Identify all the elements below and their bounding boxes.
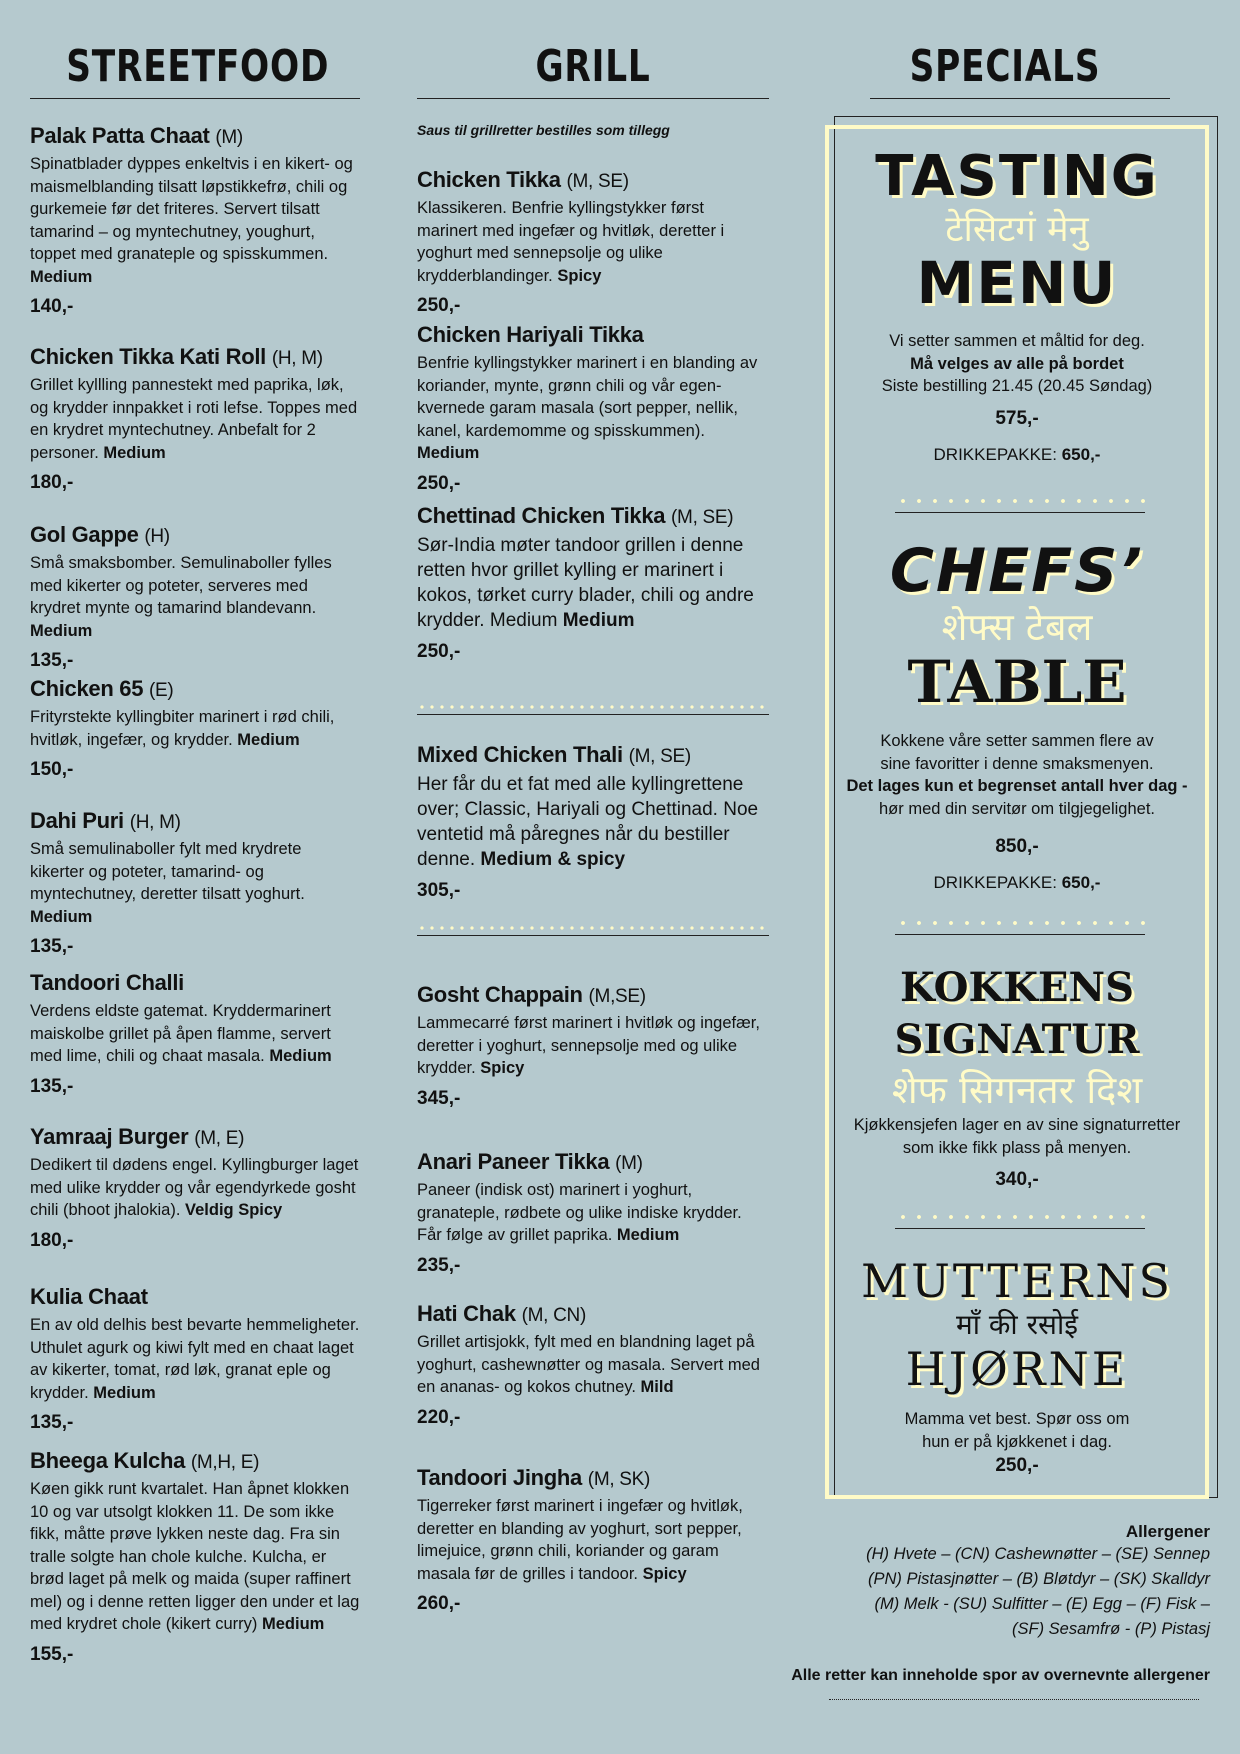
item-price: 260,- (417, 1593, 461, 1614)
grill-title-rule (417, 98, 769, 99)
item-description (30, 374, 360, 464)
item-name (417, 1148, 769, 1178)
item-title: Tandoori Challi (30, 970, 184, 995)
item-allergens: (M, SE) (671, 507, 734, 528)
item-desc-text: Små semulinaboller fylt med krydrete kikerter og poteter, tamarind- og myntechutney, deretter tilsatt yoghurt. (30, 840, 305, 903)
item-description (30, 1000, 360, 1068)
item-heat-level: Spicy (480, 1059, 525, 1077)
item-allergens: (M, SK) (587, 1469, 651, 1490)
item-description (30, 1154, 360, 1222)
allergen-title: Allergener (1125, 1522, 1210, 1541)
item-price: 305,- (417, 880, 461, 901)
item-title: Palak Patta Chaat (30, 123, 210, 148)
item-desc-text: Dedikert til dødens engel. Kyllingburger laget med ulike krydder og vår egendyrkede gosht chili (bhoot jhalokia). (30, 1156, 359, 1219)
grill-dotted-divider (417, 704, 769, 715)
item-heat-level: Medium (616, 1226, 680, 1244)
item-desc-text: Køen gikk runt kvartalet. Han åpnet klokken 10 og var utsolgt klokken 11. De som ikke fikk, måtte prøve lykken neste dag. Fra sin tralle solgte han chole kulche. Kulcha, er brød laget på melk og maida (super raffinert mel) og i denne retten ligger den under et lag med krydret chole (kikert curry) (30, 1480, 360, 1633)
menu-item (30, 675, 360, 781)
item-heat-level: Medium (417, 444, 480, 462)
item-name (30, 521, 360, 551)
item-title: Tandoori Jingha (417, 1465, 582, 1490)
tasting-title: TASTING (875, 144, 1159, 209)
item-allergens: (H) (144, 526, 170, 547)
item-heat-level: Medium & spicy (480, 849, 626, 870)
allergen-line: (SF) Sesamfrø - (P) Pistasj (1011, 1620, 1210, 1638)
tasting-menu (825, 146, 1209, 466)
item-desc-text: Benfrie kyllingstykker marinert i en blanding av koriander, mynte, grønn chili og vår egen-kvernede garam masala (sort pepper, nellik, kanel, kardemomme og spisskummen). (417, 354, 758, 440)
item-heat-level: Spicy (642, 1564, 687, 1583)
item-description (417, 772, 769, 872)
item-heat-level: Veldig Spicy (185, 1201, 283, 1219)
item-desc-text: Grillet kyllling pannestekt med paprika, løk, og krydder innpakket i roti lefse. Toppes med en krydret myntechutney. Anbefalt for 2 personer. (30, 376, 358, 462)
specials-title-rule (870, 98, 1170, 99)
chefs-drink-package (825, 872, 1209, 895)
item-price: 135,- (30, 1075, 74, 1097)
drink-price: 650,- (1061, 873, 1101, 892)
item-allergens: (M,SE) (588, 986, 646, 1007)
specials-dotted-divider (895, 920, 1145, 935)
mutterns-title-hjorne: HJØRNE (905, 1342, 1129, 1396)
chefs-hindi: शेफ्स टेबल (941, 605, 1093, 649)
tasting-line: Må velges av alle på bordet (910, 354, 1124, 373)
item-description (30, 153, 360, 288)
signatur-title: SIGNATUR (894, 1016, 1140, 1063)
tasting-drink-package (825, 444, 1209, 467)
item-title: Chicken Hariyali Tikka (417, 322, 644, 347)
menu-item (417, 502, 769, 663)
specials-dotted-divider (895, 1214, 1145, 1229)
item-name (30, 675, 360, 705)
grill-column (417, 0, 769, 1614)
menu-item (417, 321, 769, 495)
item-desc-text: Små smaksbomber. Semulinaboller fylles med kikerter og poteter, serveres med krydret mynte og tamarind blandevann. (30, 554, 332, 617)
allergen-line: (H) Hvete – (CN) Cashewnøtter – (SE) Sennep (866, 1545, 1210, 1563)
mutterns-line: Mamma vet best. Spør oss om (904, 1410, 1130, 1428)
item-desc-text: Lammecarré først marinert i hvitløk og ingefær, deretter i yoghurt, sennepsolje med og ulike krydder. (417, 1014, 760, 1077)
item-desc-text: En av old delhis best bevarte hemmeligheter. Uthulet agurk og kiwi fylt med en chaat laget av kikerter, tomat, rød løk, granat eple og krydder. (30, 1316, 360, 1402)
signatur-price: 340,- (995, 1169, 1039, 1190)
menu-item (30, 1123, 360, 1252)
item-heat-level: Medium (30, 907, 93, 926)
chefs-title-table: TABLE (907, 648, 1127, 716)
item-description (417, 1495, 769, 1585)
item-desc-text: Sør-India møter tandoor grillen i denne retten hvor grillet kylling er marinert i kokos, tørket curry blader, chili og andre krydder. Medium (417, 535, 754, 631)
item-description (417, 1331, 769, 1399)
tasting-line: Vi setter sammen et måltid for deg. (889, 332, 1145, 350)
item-price: 155,- (30, 1643, 74, 1665)
item-heat-level: Medium (103, 443, 166, 462)
kokkens-signatur (825, 962, 1209, 1191)
item-desc-text: Frityrstekte kyllingbiter marinert i rød chili, hvitløk, ingefær, og krydder. (30, 708, 335, 749)
item-name (30, 343, 360, 373)
item-desc-text: Paneer (indisk ost) marinert i yoghurt, granateple, rødbete og ulike indiske krydder. Får følge av grillet paprika. (417, 1181, 742, 1244)
item-heat-level: Medium (237, 730, 300, 749)
tasting-hindi: टेसिटगं मेनु (945, 209, 1089, 250)
item-price: 180,- (30, 1229, 74, 1251)
signatur-line: Kjøkkensjefen lager en av sine signaturretter (853, 1116, 1181, 1134)
item-price: 180,- (30, 472, 74, 493)
drink-label: DRIKKEPAKKE: (933, 444, 1057, 464)
item-desc-text: Her får du et fat med alle kyllingrettene over; Classic, Hariyali og Chettinad. Noe ventetid må påregnes når du bestiller denne. (417, 774, 759, 870)
item-title: Bheega Kulcha (30, 1448, 186, 1473)
streetfood-title-rule (30, 98, 360, 99)
item-description (417, 1012, 769, 1080)
item-allergens: (H, M) (129, 812, 181, 833)
item-title: Gol Gappe (30, 522, 139, 547)
item-price: 235,- (417, 1254, 461, 1276)
mutterns-title: MUTTERNS (860, 1254, 1174, 1308)
signatur-line: som ikke fikk plass på menyen. (902, 1138, 1132, 1157)
item-allergens: (M, CN) (521, 1305, 586, 1326)
item-description (417, 197, 769, 287)
chefs-title: CHEFS’ (889, 536, 1145, 606)
item-heat-level: Medium (562, 610, 635, 631)
grill-title: GRILL (535, 41, 651, 92)
item-title: Chicken Tikka (417, 167, 561, 192)
item-title: Chicken 65 (30, 676, 144, 701)
item-heat-level: Medium (269, 1047, 332, 1065)
item-name (30, 969, 360, 999)
mutterns-hindi: माँ की रसोई (956, 1308, 1078, 1341)
item-allergens: (M) (215, 127, 243, 148)
item-name (417, 741, 769, 771)
allergen-footer-dots (829, 1699, 1199, 1700)
item-allergens: (M) (615, 1153, 643, 1174)
item-description (30, 838, 360, 928)
item-name (30, 1123, 360, 1153)
menu-item (30, 969, 360, 1098)
streetfood-column (30, 0, 360, 1665)
mutterns-hjorne (825, 1254, 1209, 1477)
item-name (30, 1447, 360, 1477)
grill-dotted-divider (417, 925, 769, 936)
tasting-price: 575,- (995, 407, 1039, 429)
item-title: Chicken Tikka Kati Roll (30, 344, 266, 369)
item-price: 250,- (417, 641, 461, 662)
allergen-line: (M) Melk - (SU) Sulfitter – (E) Egg – (F) Fisk – (874, 1595, 1210, 1613)
specials-dotted-divider (895, 498, 1145, 513)
menu-item (417, 166, 769, 317)
item-price: 250,- (417, 472, 461, 494)
menu-item (30, 122, 360, 318)
item-title: Anari Paneer Tikka (417, 1149, 610, 1174)
chefs-line: hør med din servitør om tilgjegelighet. (878, 799, 1156, 818)
item-desc-text: Klassikeren. Benfrie kyllingstykker først marinert med ingefær og hvitløk, deretter i yoghurt med sennepsolje og ulike krydderblandinger. (417, 199, 725, 285)
mutterns-line: hun er på kjøkkenet i dag. (922, 1432, 1112, 1451)
item-heat-level: Spicy (557, 266, 602, 285)
item-allergens: (M, SE) (628, 746, 691, 767)
item-heat-level: Medium (261, 1615, 325, 1633)
item-allergens: (M, SE) (566, 171, 629, 192)
item-allergens: (E) (148, 680, 174, 701)
menu-item (417, 981, 769, 1110)
item-description (30, 1478, 360, 1636)
item-price: 150,- (30, 759, 74, 780)
item-desc-text: Spinatblader dyppes enkeltvis i en kikert- og maismelblanding tilsatt løpstikkefrø, chili og gurkemeie før det friteres. Servert tilsatt tamarind – og myntechutney, youghurt, toppet med granateple og spisskummen. (30, 155, 353, 263)
item-price: 345,- (417, 1087, 461, 1109)
item-desc-text: Grillet artisjokk, fylt med en blandning laget på yoghurt, cashewnøtter og masala. Servert med en ananas- og kokos chutney. (417, 1333, 760, 1396)
item-name (30, 807, 360, 837)
item-price: 140,- (30, 296, 74, 317)
specials-column (791, 0, 1215, 1684)
signatur-title: KOKKENS (899, 964, 1134, 1011)
drink-label: DRIKKEPAKKE: (933, 873, 1057, 892)
tasting-line: Siste bestilling 21.45 (20.45 Søndag) (881, 377, 1153, 395)
item-price: 250,- (417, 295, 461, 316)
item-name (30, 1283, 360, 1313)
menu-item (417, 1464, 769, 1615)
tasting-title-menu: MENU (916, 249, 1118, 317)
allergen-footer: Alle retter kan inneholde spor av overnevnte allergener (791, 1667, 1210, 1684)
item-title: Yamraaj Burger (30, 1124, 189, 1149)
item-title: Chettinad Chicken Tikka (417, 503, 666, 528)
allergen-line: (PN) Pistasjnøtter – (B) Bløtdyr – (SK) Skalldyr (868, 1570, 1210, 1588)
item-heat-level: Medium (30, 267, 93, 286)
item-name (417, 321, 769, 351)
item-title: Dahi Puri (30, 808, 124, 833)
item-title: Hati Chak (417, 1301, 516, 1326)
grill-sauce-note: Saus til grillretter bestilles som tillegg (417, 122, 670, 138)
item-name (417, 1464, 769, 1494)
menu-item (30, 521, 360, 672)
item-name (30, 122, 360, 152)
specials-title: SPECIALS (909, 41, 1101, 92)
chefs-line: Kokkene våre setter sammen flere av sine favoritter i denne smaksmenyen. (880, 732, 1154, 773)
item-heat-level: Mild (640, 1378, 674, 1396)
item-price: 135,- (30, 1412, 74, 1433)
item-name (417, 502, 769, 532)
streetfood-title: STREETFOOD (66, 41, 330, 92)
chefs-table (825, 538, 1209, 895)
menu-item (417, 741, 769, 902)
item-title: Mixed Chicken Thali (417, 742, 623, 767)
item-price: 135,- (30, 650, 74, 671)
item-description (417, 1179, 769, 1247)
item-description (30, 552, 360, 642)
item-title: Gosht Chappain (417, 982, 583, 1007)
item-name (417, 1300, 769, 1330)
item-description (417, 352, 769, 465)
menu-item (30, 343, 360, 494)
menu-item (30, 1283, 360, 1434)
item-description (417, 533, 769, 633)
item-allergens: (H, M) (271, 348, 323, 369)
signatur-hindi: शेफ सिगनतर दिश (891, 1068, 1143, 1112)
item-name (417, 981, 769, 1011)
menu-item (417, 1148, 769, 1277)
item-heat-level: Medium (30, 621, 93, 640)
item-price: 135,- (30, 936, 74, 957)
item-description (30, 1314, 360, 1404)
item-heat-level: Medium (93, 1383, 156, 1402)
menu-item (417, 1300, 769, 1429)
mutterns-price: 250,- (995, 1455, 1039, 1476)
item-name (417, 166, 769, 196)
item-description (30, 706, 360, 751)
menu-item (30, 807, 360, 958)
item-desc-text: Verdens eldste gatemat. Kryddermarinert maiskolbe grillet på åpen flamme, servert med lime, chili og chaat masala. (30, 1002, 331, 1065)
item-price: 220,- (417, 1406, 461, 1428)
item-allergens: (M, E) (194, 1128, 245, 1149)
drink-price: 650,- (1061, 444, 1101, 464)
item-title: Kulia Chaat (30, 1284, 148, 1309)
item-allergens: (M,H, E) (190, 1452, 260, 1473)
item-desc-text: Tigerreker først marinert i ingefær og hvitløk, deretter en blanding av yoghurt, sort pepper, limejuice, grønn chili, koriander og garam masala før de grilles i tandoor. (417, 1497, 743, 1583)
menu-item (30, 1447, 360, 1666)
allergen-legend (790, 1522, 1210, 1642)
chefs-price: 850,- (995, 836, 1039, 857)
chefs-line: Det lages kun et begrenset antall hver dag - (846, 777, 1188, 795)
